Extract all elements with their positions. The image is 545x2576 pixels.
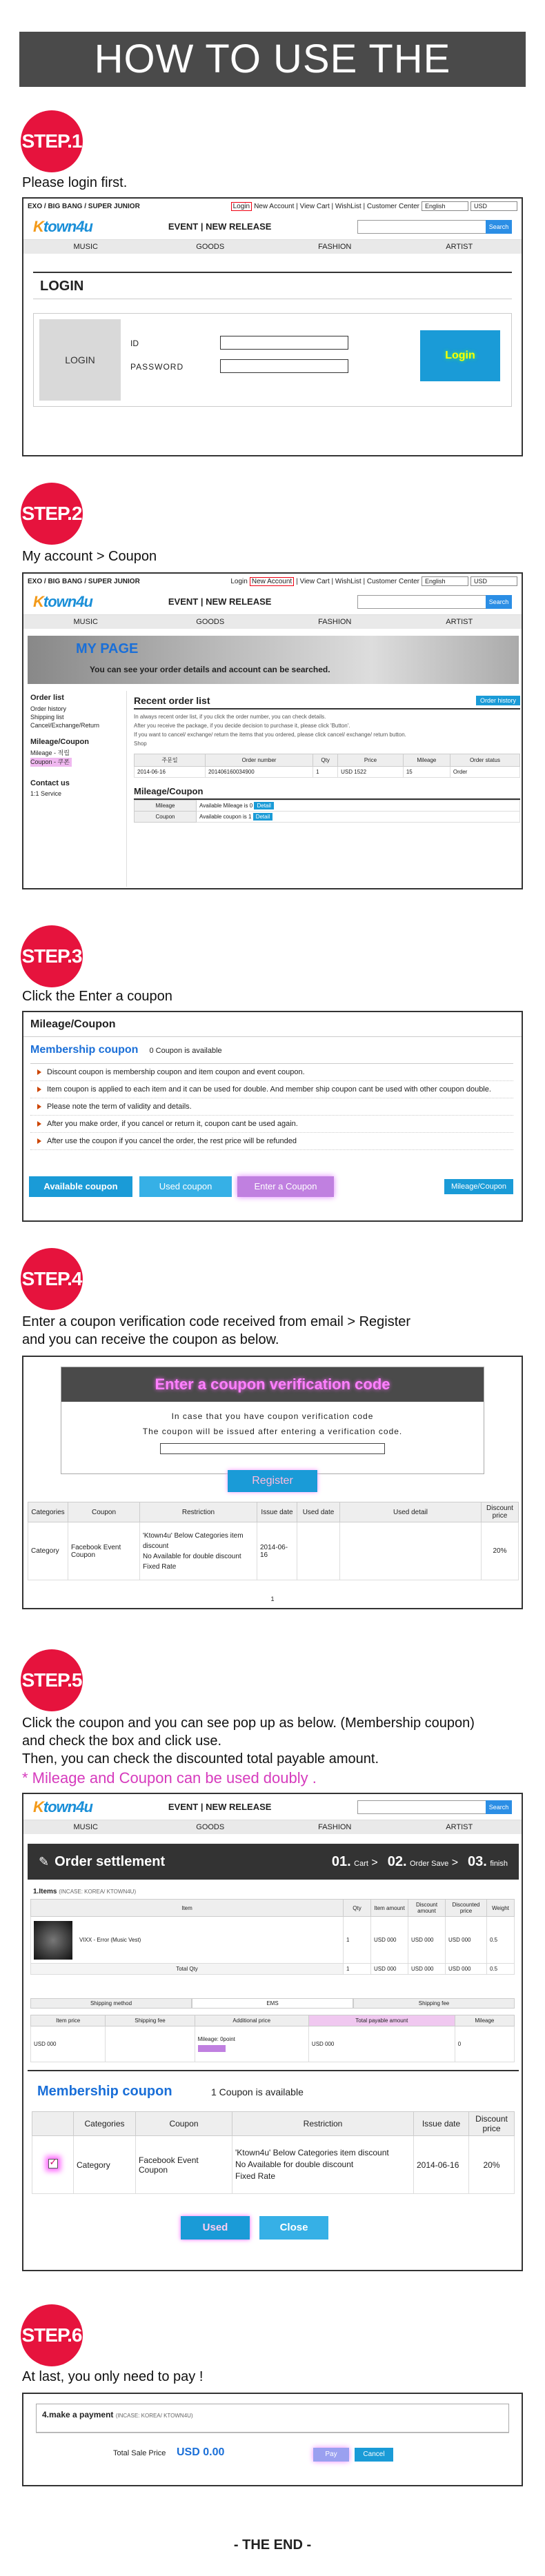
step3-badge: STEP.3 — [21, 925, 83, 987]
step5-badge: STEP.5 — [21, 1649, 83, 1711]
password-label: PASSWORD — [130, 362, 184, 372]
tab-used-coupon[interactable]: Used coupon — [139, 1176, 232, 1197]
cell-restriction: Fixed Rate — [143, 1562, 177, 1571]
coupon-code-title: Enter a coupon verification code — [61, 1367, 484, 1402]
menu-artist[interactable]: ARTIST — [446, 243, 473, 251]
total-discount: USD 000 — [408, 1964, 446, 1975]
step6-instruction: At last, you only need to pay ! — [22, 2369, 204, 2384]
cell-restriction: 'Ktown4u' Below Categories item discount — [235, 2148, 389, 2157]
step4-instruction-1: Enter a coupon verification code received from email > Register — [22, 1314, 411, 1329]
order-date: 2014-06-16 — [135, 767, 206, 778]
mypage-subtitle: You can see your order details and account can be searched. — [90, 665, 330, 674]
cell-category: Category — [28, 1522, 68, 1580]
header-nav[interactable]: EVENT | NEW RELEASE — [168, 596, 272, 607]
order-col-number: Order number — [205, 754, 313, 767]
popup-coupon-table — [32, 2111, 515, 2194]
account-links[interactable]: | View Cart | WishList | Customer Center — [296, 577, 419, 585]
sidebar-item-mileage[interactable]: Mileage - 적립 — [30, 749, 70, 756]
sidebar-mileage-coupon: Mileage/Coupon — [30, 738, 89, 746]
list-item: After use the coupon if you cancel the order, the rest price will be refunded — [30, 1133, 513, 1150]
step4-instruction-2: and you can receive the coupon as below. — [22, 1332, 279, 1347]
recent-order-note: Shop — [134, 741, 147, 747]
language-select[interactable]: English — [422, 201, 468, 211]
items-heading: 1.Items (INCASE: KOREA/ KTOWN4U) — [33, 1888, 137, 1895]
step2-instruction: My account > Coupon — [22, 549, 157, 564]
coupon-notice-list — [30, 1063, 513, 1150]
progress-step-finish: 03. finish — [468, 1853, 508, 1869]
main-menu — [23, 240, 522, 254]
col-issue-date: Issue date — [257, 1502, 297, 1522]
step5-note: * Mileage and Coupon can be used doubly . — [22, 1769, 317, 1787]
total-weight: 0.5 — [487, 1964, 515, 1975]
order-col-price: Price — [338, 754, 404, 767]
menu-fashion[interactable]: FASHION — [318, 1823, 352, 1831]
site-header — [23, 214, 522, 240]
total-qty: 1 — [344, 1964, 371, 1975]
coupon-code-input[interactable] — [160, 1443, 385, 1454]
pencil-icon: ✎ — [39, 1854, 50, 1869]
cell-restriction: No Available for double discount — [143, 1552, 241, 1560]
cell-coupon: Facebook Event Coupon — [136, 2136, 232, 2194]
menu-artist[interactable]: ARTIST — [446, 618, 473, 626]
step4-badge: STEP.4 — [21, 1248, 83, 1310]
menu-goods[interactable]: GOODS — [196, 243, 225, 251]
col-restriction: Restriction — [232, 2112, 414, 2136]
register-button[interactable]: Register — [228, 1470, 317, 1492]
col-weight: Weight — [487, 1900, 515, 1917]
order-status: Order — [450, 767, 519, 778]
recent-order-table — [134, 754, 520, 778]
item-name[interactable]: VIXX - Error (Music Vest) — [79, 1936, 141, 1943]
col-qty: Qty — [344, 1900, 371, 1917]
menu-goods[interactable]: GOODS — [196, 1823, 225, 1831]
menu-music[interactable]: MUSIC — [73, 243, 98, 251]
coupon-code-dialog — [61, 1367, 484, 1474]
col-coupon: Coupon — [68, 1502, 140, 1522]
order-settlement-title: Order settlement — [54, 1853, 166, 1869]
recent-order-note: In always recent order list, if you click the order number, you can check details. — [134, 714, 326, 720]
mileage-value: Available Mileage is 0 — [199, 803, 253, 809]
col-mileage: Mileage — [455, 2015, 514, 2026]
step2-screenshot — [22, 572, 523, 889]
popup-available-count: 1 Coupon is available — [211, 2086, 304, 2097]
step1-screenshot — [22, 197, 523, 456]
site-logo[interactable]: Ktown4u — [33, 217, 92, 235]
menu-fashion[interactable]: FASHION — [318, 243, 352, 251]
col-categories: Categories — [28, 1502, 68, 1522]
search-input[interactable] — [357, 220, 512, 234]
mileage-coupon-table — [134, 800, 520, 823]
step5-instruction-1: Click the coupon and you can see pop up as below. (Membership coupon) — [22, 1715, 475, 1731]
cell-used-detail — [340, 1522, 482, 1580]
membership-coupon-popup — [28, 2070, 519, 2270]
list-item: Item coupon is applied to each item and it can be used for double. And member ship coupon cant be used with other coupon double. — [30, 1081, 513, 1098]
password-input[interactable] — [220, 359, 348, 373]
mypage-banner — [28, 636, 519, 684]
step6-screenshot — [22, 2393, 523, 2486]
coupon-table — [28, 1502, 519, 1580]
cell-issue-date: 2014-06-16 — [257, 1522, 297, 1580]
use-coupon-button[interactable]: Used — [181, 2216, 250, 2240]
id-input[interactable] — [220, 336, 348, 350]
pay-button[interactable]: Pay — [313, 2448, 349, 2462]
item-discount: USD 000 — [408, 1917, 446, 1964]
language-select[interactable]: English — [422, 576, 468, 586]
search-input[interactable] — [357, 595, 512, 609]
album-thumbnail — [34, 1921, 72, 1960]
sidebar-item-service[interactable]: 1:1 Service — [30, 790, 62, 797]
col-discount: Discount price — [469, 2112, 515, 2136]
cell-coupon: Facebook Event Coupon — [68, 1522, 140, 1580]
order-price: USD 1522 — [338, 767, 404, 778]
order-col-qty: Qty — [313, 754, 338, 767]
site-logo[interactable]: Ktown4u — [33, 592, 92, 610]
tab-shipping-fee[interactable]: Shipping fee — [353, 1998, 515, 2009]
total-sale-price: USD 0.00 — [177, 2446, 225, 2458]
coupon-select-button[interactable] — [198, 2045, 226, 2052]
recent-order-section — [134, 695, 520, 823]
step5-instruction-3: Then, you can check the discounted total payable amount. — [22, 1751, 379, 1767]
login-link[interactable]: Login — [231, 202, 252, 211]
order-col-date: 주문일 — [135, 754, 206, 767]
step1-instruction: Please login first. — [22, 175, 128, 190]
site-header — [23, 589, 522, 615]
mypage-sidebar — [28, 691, 127, 887]
mileage-coupon-button[interactable]: Mileage/Coupon — [444, 1179, 513, 1194]
menu-artist[interactable]: ARTIST — [446, 1823, 473, 1831]
order-settlement-bar — [28, 1844, 519, 1880]
sidebar-item-order-history[interactable]: Order history — [30, 705, 67, 712]
step4-screenshot — [22, 1356, 523, 1609]
currency-select[interactable]: USD — [470, 576, 517, 586]
coupon-code-line-1: In case that you have coupon verification code — [171, 1411, 374, 1421]
main-menu — [23, 1820, 522, 1834]
search-button[interactable]: Search — [486, 595, 512, 609]
item-amount: USD 000 — [371, 1917, 408, 1964]
search-button[interactable]: Search — [486, 1800, 512, 1814]
tab-ems[interactable]: EMS — [192, 1998, 353, 2009]
search-input[interactable] — [357, 1800, 512, 1814]
total-amount: USD 000 — [371, 1964, 408, 1975]
tab-shipping-method[interactable]: Shipping method — [30, 1998, 192, 2009]
mileage-label: Mileage — [135, 801, 197, 812]
item-discounted: USD 000 — [446, 1917, 487, 1964]
col-discount-amount: Discount amount — [408, 1900, 446, 1917]
sidebar-item-shipping-list[interactable]: Shipping list — [30, 714, 64, 721]
coupon-checkbox[interactable]: ✓ — [49, 2157, 57, 2167]
step6-badge: STEP.6 — [21, 2304, 83, 2366]
shipping-tabs — [30, 1998, 515, 2009]
progress-step-cart: 01. Cart > — [331, 1853, 378, 1869]
list-item: Discount coupon is membership coupon and item coupon and event coupon. — [30, 1064, 513, 1081]
step3-screenshot — [22, 1011, 523, 1222]
progress-step-save: 02. Order Save > — [387, 1853, 459, 1869]
popup-title: Membership coupon — [37, 2084, 172, 2099]
sidebar-item-cancel-exchange[interactable]: Cancel/Exchange/Return — [30, 722, 100, 729]
table-row[interactable] — [135, 767, 520, 778]
menu-goods[interactable]: GOODS — [196, 618, 225, 626]
mypage-title: MY PAGE — [76, 641, 139, 656]
col-categories: Categories — [74, 2112, 136, 2136]
shipping-fee-value — [106, 2026, 195, 2062]
table-row — [31, 1964, 515, 1975]
col-issue-date: Issue date — [414, 2112, 469, 2136]
col-discounted-price: Discounted price — [446, 1900, 487, 1917]
col-coupon: Coupon — [136, 2112, 232, 2136]
recent-order-note: After you receive the package, if you decide decision to purchase it, please click 'Button'. — [134, 723, 350, 729]
col-item-amount: Item amount — [371, 1900, 408, 1917]
table-row[interactable] — [32, 2136, 515, 2194]
payment-summary-table — [30, 2015, 515, 2062]
total-label: Total Qty — [31, 1964, 344, 1975]
page-title-banner: HOW TO USE THE COUPON — [19, 32, 526, 87]
list-item: Please note the term of validity and details. — [30, 1098, 513, 1116]
table-row — [31, 1917, 515, 1964]
site-logo[interactable]: Ktown4u — [33, 1798, 92, 1815]
coupon-value: Available coupon is 1 — [199, 814, 252, 820]
close-popup-button[interactable]: Close — [259, 2216, 328, 2240]
id-label: ID — [130, 339, 139, 348]
coupon-label: Coupon — [135, 812, 197, 823]
site-topbar — [23, 574, 522, 589]
pagination[interactable]: 1 — [270, 1596, 275, 1602]
order-number-link[interactable]: 201406160034900 — [205, 767, 313, 778]
col-item-price: Item price — [31, 2015, 106, 2026]
step5-screenshot — [22, 1793, 523, 2271]
cell-restriction: 'Ktown4u' Below Categories item discount — [143, 1531, 244, 1550]
order-mileage: 15 — [403, 767, 450, 778]
main-menu — [23, 615, 522, 629]
login-label-block: LOGIN — [39, 319, 121, 401]
coupon-code-line-2: The coupon will be issued after entering a verification code. — [142, 1427, 403, 1436]
step5-instruction-2: and check the box and click use. — [22, 1733, 222, 1749]
cell-restriction: Fixed Rate — [235, 2171, 276, 2181]
total-payable-value: USD 000 — [308, 2026, 455, 2062]
table-row — [135, 812, 520, 823]
step2-badge: STEP.2 — [21, 483, 83, 545]
sidebar-order-list: Order list — [30, 694, 64, 702]
cell-used-date — [297, 1522, 340, 1580]
site-topbar — [23, 199, 522, 214]
login-title: LOGIN — [33, 272, 512, 299]
col-additional-price: Additional price — [195, 2015, 308, 2026]
menu-music[interactable]: MUSIC — [73, 618, 98, 626]
col-used-date: Used date — [297, 1502, 340, 1522]
total-sale-price-label: Total Sale Price — [113, 2449, 166, 2457]
order-col-mileage: Mileage — [403, 754, 450, 767]
tab-available-coupon[interactable]: Available coupon — [29, 1176, 132, 1197]
col-discount: Discount price — [482, 1502, 519, 1522]
step1-badge: STEP.1 — [21, 110, 83, 172]
mileage-coupon-header: Mileage/Coupon — [23, 1012, 522, 1037]
col-total-payable: Total payable amount — [308, 2015, 455, 2026]
cell-issue-date: 2014-06-16 — [414, 2136, 469, 2194]
order-col-status: Order status — [450, 754, 519, 767]
brand-text: EXO / BIG BANG / SUPER JUNIOR — [28, 202, 140, 210]
cancel-button[interactable]: Cancel — [355, 2448, 393, 2462]
col-item: Item — [31, 1900, 344, 1917]
cell-restriction: No Available for double discount — [235, 2160, 354, 2169]
currency-select[interactable]: USD — [470, 201, 517, 211]
sidebar-contact: Contact us — [30, 779, 70, 787]
table-row — [28, 1522, 519, 1580]
make-payment-header: 4.make a payment (INCASE: KOREA/ KTOWN4U) — [36, 2404, 509, 2433]
enter-coupon-button[interactable]: Enter a Coupon — [237, 1176, 334, 1197]
total-discounted: USD 000 — [446, 1964, 487, 1975]
sidebar-item-coupon[interactable]: Coupon - 쿠폰 — [30, 758, 72, 767]
recent-order-note: If you want to cancel/ exchange/ return the items that you ordered, please click cancel/ exchange/ return button. — [134, 732, 406, 738]
menu-fashion[interactable]: FASHION — [318, 618, 352, 626]
list-item: After you make order, if you cancel or return it, coupon cant be used again. — [30, 1116, 513, 1133]
mileage-detail-button[interactable]: Detail — [254, 802, 273, 809]
login-button[interactable]: Login — [420, 330, 500, 381]
col-shipping-fee: Shipping fee — [106, 2015, 195, 2026]
the-end-text: - THE END - — [233, 2537, 312, 2553]
table-row — [31, 2026, 515, 2062]
header-nav[interactable]: EVENT | NEW RELEASE — [168, 221, 272, 232]
mileage-value: 0 — [455, 2026, 514, 2062]
cell-category: Category — [74, 2136, 136, 2194]
col-restriction: Restriction — [140, 1502, 257, 1522]
search-button[interactable]: Search — [486, 220, 512, 234]
new-account-link[interactable]: New Account — [250, 577, 294, 586]
login-link[interactable]: Login — [230, 577, 248, 585]
col-used-detail: Used detail — [340, 1502, 482, 1522]
coupon-available-count: 0 Coupon is available — [149, 1047, 222, 1055]
mileage-coupon-title: Mileage/Coupon — [134, 786, 520, 800]
cell-discount: 20% — [469, 2136, 515, 2194]
cell-discount: 20% — [482, 1522, 519, 1580]
order-history-button[interactable]: Order history — [476, 696, 520, 705]
login-form — [33, 313, 512, 407]
order-qty: 1 — [313, 767, 338, 778]
item-price-value: USD 000 — [31, 2026, 106, 2062]
mileage-input[interactable]: Mileage: 0point — [197, 2036, 235, 2042]
step3-instruction: Click the Enter a coupon — [22, 989, 172, 1004]
table-row — [135, 801, 520, 812]
item-qty: 1 — [344, 1917, 371, 1964]
account-links[interactable]: New Account | View Cart | WishList | Customer Center — [254, 202, 419, 210]
item-weight: 0.5 — [487, 1917, 515, 1964]
coupon-detail-button[interactable]: Detail — [253, 813, 272, 821]
order-items-table — [30, 1899, 515, 1975]
header-nav[interactable]: EVENT | NEW RELEASE — [168, 1802, 272, 1812]
recent-order-title: Recent order list — [134, 695, 210, 706]
brand-text: EXO / BIG BANG / SUPER JUNIOR — [28, 577, 140, 585]
menu-music[interactable]: MUSIC — [73, 1823, 98, 1831]
site-header — [23, 1794, 522, 1820]
membership-coupon-title: Membership coupon — [30, 1044, 139, 1056]
